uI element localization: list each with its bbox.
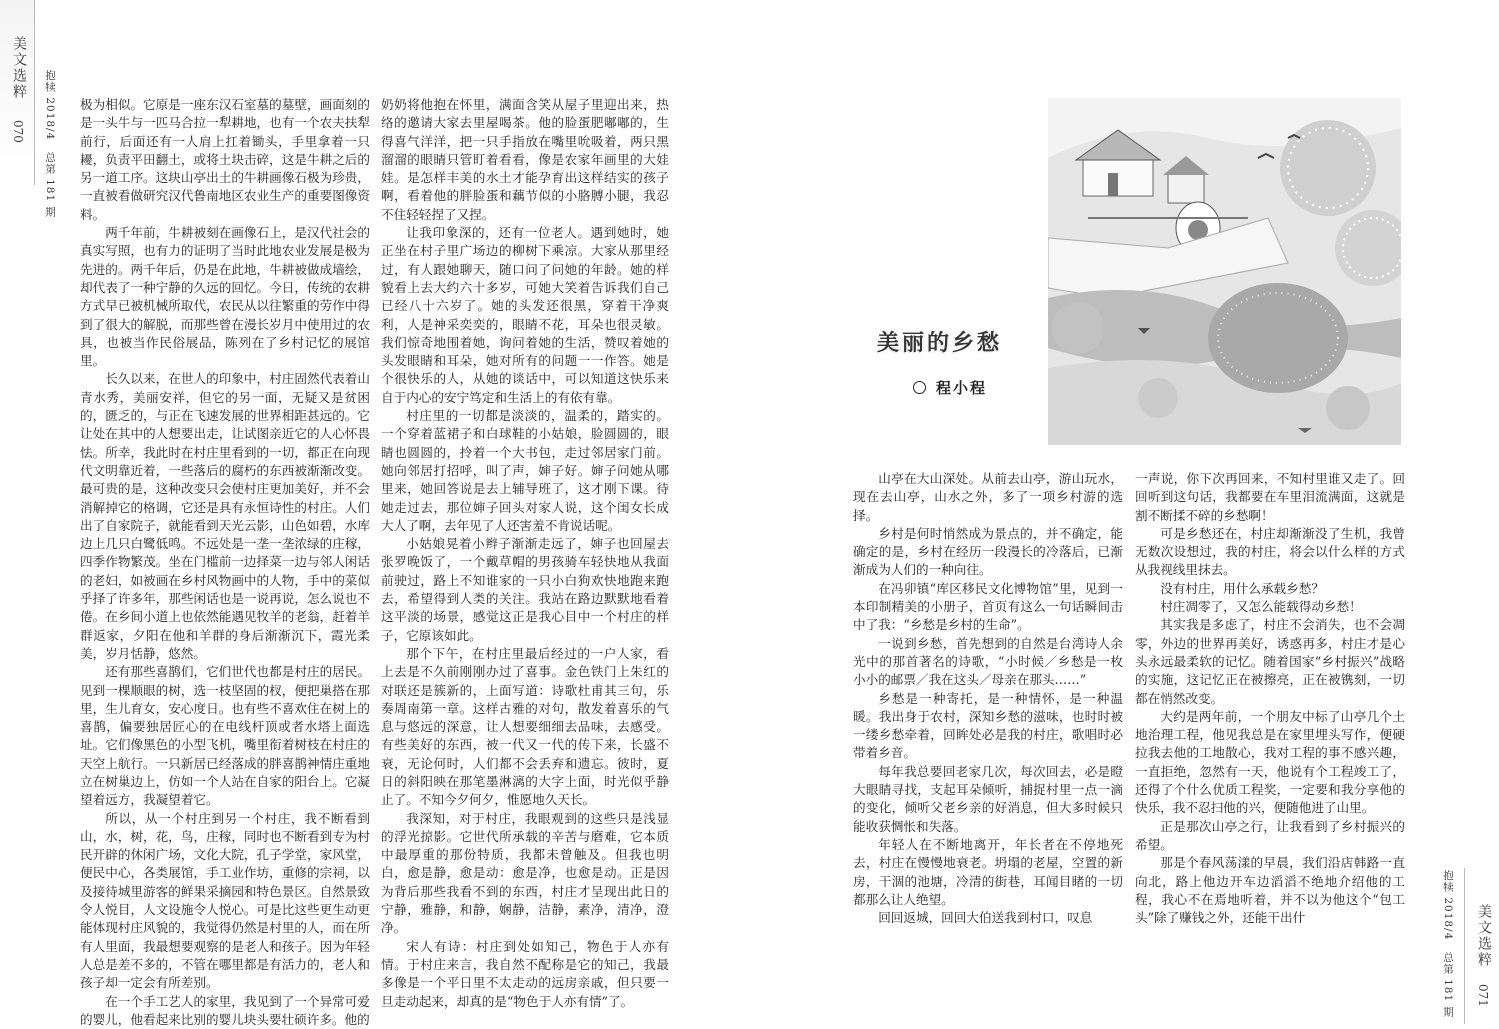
paragraph: 正是那次山亭之行，让我看到了乡村振兴的希望。 [1135,818,1405,852]
paragraph: 在一个手工艺人的家里，我见到了一个异常可爱的婴儿，他看起来比别的婴儿块头要壮硕许多。他的 [80,993,370,1027]
village-landscape-image [1048,98,1401,445]
paragraph: 大约是两年前，一个朋友中标了山亭几个土地治理工程，他见我总是在家里埋头写作，便硬拉我去他的工地散心，我对工程的事不感兴趣，一直拒绝，忽然有一天，他说有个工程竣工了，还得了个什么优质工程奖，一定要和我分享他的快乐，我不忍扫他的兴，便随他进了山里。 [1135,708,1405,816]
paragraph: 其实我是多虑了，村庄不会消失，也不会凋零，外边的世界再美好，诱惑再多，村庄才是心头永远最柔软的记忆。随着国家“乡村振兴”战略的实施，这记忆正在被擦亮，正在被镌刻，一切都在悄然改变。 [1135,617,1405,706]
right-issue-label: 抱犊 2018/4 总第 181 期 [1442,870,1454,1018]
left-page-number: 070 [11,120,25,143]
paragraph: 宋人有诗：村庄到处如知己，物色于人亦有情。于村庄来言，我自然不配称是它的知己，我最多像是一个平日里不太走动的远房亲戚，但只要一旦走动起来，却真的是“物色于人亦有情”了。 [381,938,669,1009]
paragraph: 乡村是何时悄然成为景点的，并不确定，能确定的是，乡村在经历一段漫长的冷落后，已渐渐成为人们的一种向往。 [853,525,1123,578]
paragraph: 我深知，对于村庄，我眼观到的这些只是浅显的浮光掠影。它世代所承载的辛苦与磨难，它本质中最厚重的那份特质，我都未曾触及。但我也明白，愈是静，愈是动：愈是净，也愈是动。正是因为背后那些我看不到的东西，村庄才呈现出此日的宁静，雅静，和静，娴静，洁静，素净，清净，澄净。 [381,810,669,936]
author-circle-icon [913,381,926,394]
right-column-1 [853,470,1123,927]
paragraph: 没有村庄，用什么承载乡愁？ [1160,580,1324,596]
paragraph: 那个下午，在村庄里最后经过的一户人家，看上去是不久前刚刚办过了喜事。金色铁门上朱红的对联还是簇新的，上面写道：诗歌杜甫其三句，乐奏周南第一章。这样古雅的对句，散发着喜乐的气息与悠远的深意，让人想要细细去品味，去感受。有些美好的东西，被一代又一代的传下来，长盛不衰，无论何时，人们都不会丢弃和遗忘。彼时，夏日的斜阳映在那笔墨淋漓的大字上面，时光似乎静止了。不知今夕何夕，惟愿地久天长。 [381,645,669,808]
right-column-2 [1135,470,1405,927]
paragraph: 乡愁是一种寄托，是一种情怀，是一种温暖。我出身于农村，深知乡愁的滋味，也时时被一缕乡愁牵着，回眸处必是我的村庄，歌唱时必带着乡音。 [853,690,1123,761]
paragraph: 让我印象深的，还有一位老人。遇到她时，她正坐在村子里广场边的柳树下乘凉。大家从那里经过，有人跟她聊天，随口问了问她的年龄。她的样貌看上去大约六十多岁，可她大笑着告诉我们自己已经八十六岁了。她的头发还很黑，穿着干净爽利，人是神采奕奕的，眼睛不花，耳朵也很灵敏。我们惊奇地围着她，询问着她的生活，赞叹着她的头发眼睛和耳朵，她对所有的问题一一作答。她是个很快乐的人，从她的谈话中，可以知道这快乐来自于内心的安宁笃定和生活上的有依有靠。 [381,225,669,405]
folk-art-illustration [1048,98,1401,445]
author-name: 程小程 [936,379,988,397]
right-page-number: 071 [1476,984,1490,1007]
right-section-tab [1464,868,1499,1024]
left-section-label: 美文选粹 [11,36,27,100]
paragraph: 山亭在大山深处。从前去山亭，游山玩水，现在去山亭，山水之外，多了一项乡村游的选择。 [853,471,1123,523]
paragraph: 村庄里的一切都是淡淡的，温柔的，踏实的。一个穿着蓝裙子和白球鞋的小姑娘，脸圆圆的，眼睛也圆圆的，拎着一个大书包，走过邻居家门前。她向邻居打招呼，叫了声，婶子好。婶子问她从哪里来，她回答说是去上辅导班了，这才刚下课。待她走过去，那位婶子回头对家人说，这个闺女长成大人了啊，去年见了人还害羞不肯说话呢。 [381,408,669,533]
paragraph: 可是乡愁还在，村庄却渐渐没了生机，我曾无数次设想过，我的村庄，将会以什么样的方式从我视线里抹去。 [1135,525,1405,578]
paragraph: 一说到乡愁，首先想到的自然是台湾诗人余光中的那首著名的诗歌，“小时候／乡愁是一枚小小的邮票／我在这头／母亲在那头……” [853,635,1123,688]
paragraph: 每年我总要回老家几次，每次回去，必是瞪大眼睛寻找，支起耳朵倾听，捕捉村里一点一滴的变化，倾听父老乡亲的好消息，但大多时候只能收获惆怅和失落。 [853,763,1123,834]
paragraph: 还有那些喜鹊们，它们世代也都是村庄的居民。见到一棵顺眼的树，选一枝坚固的杈，便把巢搭在那里，生儿育女，安心度日。也有些不喜欢住在树上的喜鹊，偏要独居匠心的在电线杆顶或者水塔上面选址。它们像黑色的小型飞机，嘴里衔着树枝在村庄的天空上航行。一只新居已经落成的胖喜鹊神情庄重地立在树巢边上，仿如一个人站在自家的阳台上。它凝望着远方，我凝望着它。 [80,664,370,808]
paragraph: 奶奶将他抱在怀里，满面含笑从屋子里迎出来，热络的邀请大家去里屋喝茶。他的脸蛋肥嘟嘟的，生得喜气洋洋，把一只手指放在嘴里吮吸着，两只黑溜溜的眼睛只管盯着看看，像是农家年画里的大娃娃。是怎样丰美的水土才能孕育出这样结实的孩子啊，看着他的胖脸蛋和藕节似的小胳膊小腿，我忍不住轻轻捏了又捏。 [381,97,669,222]
paragraph: 村庄凋零了，又怎么能载得动乡愁！ [1160,599,1362,615]
right-section-label: 美文选粹 [1476,904,1492,968]
paragraph: 年轻人在不断地离开，年长者在不停地死去，村庄在慢慢地衰老。坍塌的老屋，空置的新房，干涸的池塘，冷清的街巷，耳闻目睹的一切都那么让人绝望。 [853,836,1123,907]
paragraph: 一声说，你下次再回来，不知村里谁又走了。回回听到这句话，我都要在车里泪流满面，这就是割不断揉不碎的乡愁啊！ [1135,471,1405,523]
paragraph: 极为相似。它原是一座东汉石室墓的墓壁，画面刻的是一头牛与一匹马合拉一犁耕地，也有一个农夫扶犁前行，后面还有一人肩上扛着锄头，手里拿着一只耰，负责平田翻土，或将土块击碎，这是牛耕之后的另一道工序。这块山亭出土的牛耕画像石极为珍贵，一直被看做研究汉代鲁南地区农业生产的重要图像资料。 [80,97,370,222]
left-column-2 [381,96,669,1011]
paragraph: 在冯卯镇“库区移民文化博物馆”里，见到一本印制精美的小册子，首页有这么一句话瞬间击中了我：“乡愁是乡村的生命”。 [853,580,1123,633]
article-author [913,377,987,398]
paragraph: 两千年前，牛耕被刻在画像石上，是汉代社会的真实写照，也有力的证明了当时此地农业发展是极为先进的。两千年后，仍是在此地，牛耕被做成墙绘，却代表了一种宁静的久远的回忆。今日，传统的农耕方式早已被机械所取代，农民从以往繁重的劳作中得到了很大的解脱，而那些曾在漫长岁月中使用过的农具，也被当作民俗展品，陈列在了乡村记忆的展馆里。 [80,225,370,369]
paragraph: 回回返城，回回大伯送我到村口，叹息 [878,910,1093,926]
article-title: 美丽的乡愁 [877,331,1003,356]
paragraph: 所以，从一个村庄到另一个村庄，我不断看到山，水，树，花，鸟，庄稼，同时也不断看到专为村民开辟的休闲广场，文化大院，孔子学堂，家风堂，便民中心，各类展馆，手工业作坊，重修的宗祠，以及接待城里游客的鲜果采摘园和特色景区。自然景致令人悦目，人文设施令人悦心。可是比这些更生动更能体现村庄风貌的，我觉得仍然是村里的人，而在所有人里面，我最想要观察的是老人和孩子。因为年轻人总是差不多的，不管在哪里都是有活力的，老人和孩子却一定会有所差别。 [80,810,370,991]
paragraph: 长久以来，在世人的印象中，村庄固然代表着山青水秀，美丽安祥，但它的另一面，无疑又是贫困的，匮乏的，与正在飞速发展的世界相距甚远的。它让处在其中的人想要出走，让试图亲近它的人心怀畏怯。所幸，我此时在村庄里看到的一切，都正在向现代文明靠近着，一些落后的腐朽的东西被渐渐改变。最可贵的是，这种改变只会使村庄更加美好，并不会消解掉它的格调，它还是具有永恒诗性的村庄。人们出了自家院子，就能看到天光云影，山色如碧，水库边上几只白鹭低鸣。不远处是一垄一垄浓绿的庄稼，四季作物繁茂。坐在门槛前一边择菜一边与邻人闲话的老妇，如被画在乡村风物画中的人物，手中的菜似乎择了许多年，那些闲话也是一说再说，怎么说也不倦。在乡间小道上也依然能遇见牧羊的老翁，赶着羊群返家，夕阳在他和羊群的身后渐渐沉下，霞光柔美，岁月恬静，悠然。 [80,371,370,661]
paragraph: 小姑娘晃着小辫子渐渐走远了，婶子也回屋去张罗晚饭了，一个戴草帽的男孩骑车轻快地从我面前驶过，路上不知谁家的一只小白狗欢快地跑来跑去，希望得到人类的关注。我站在路边默默地看着这平淡的场景，感觉这正是我心目中一个村庄的样子，它原该如此。 [381,536,669,643]
paragraph: 那是个春风荡漾的早晨，我们沿店韩路一直向北，路上他边开车边滔滔不绝地介绍他的工程，我心不在焉地听着，并不以为他这个“包工头”除了赚钱之外，还能干出什 [1135,855,1405,926]
left-issue-label: 抱犊 2018/4 总第 181 期 [44,70,56,218]
left-section-tab [0,0,35,185]
left-column-1 [80,96,370,1029]
